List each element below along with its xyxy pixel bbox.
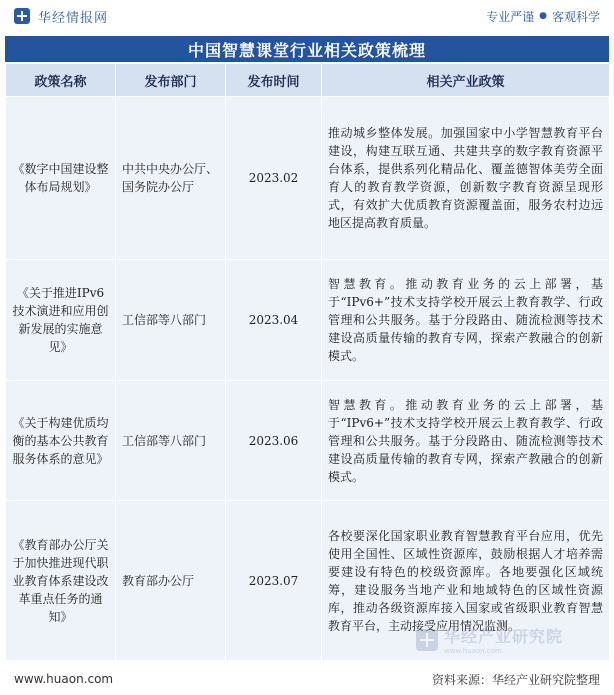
slogan-right: 客观科学: [551, 9, 600, 24]
slogan: [486, 8, 600, 25]
table-header-row: [6, 64, 610, 97]
column-header-policy-content: 相关产业政策: [322, 64, 610, 97]
department-cell: 工信部等八部门: [116, 381, 226, 501]
policy-name-cell: 《教育部办公厅关于加快推进现代职业教育体系建设改革重点任务的通知》: [6, 501, 116, 661]
brand-name: 华经情报网: [38, 10, 109, 26]
watermark-text: [444, 624, 563, 655]
date-cell: 2023.02: [226, 97, 322, 260]
column-header-policy-name: 政策名称: [6, 64, 116, 97]
department-cell: 教育部办公厅: [116, 501, 226, 661]
policy-name-cell: 《数字中国建设整体布局规划》: [6, 97, 116, 260]
policy-content-cell: 各校要深化国家职业教育智慧教育平台应用，优先使用全国性、区域性资源库，鼓励根据人才培养需要建设有特色的校级资源库。各地要强化区域统筹，建设服务当地产业和地域特色的区域性资源库，推动各级资源库接入国家或省级职业教育智慧教育平台，主动接受应用情况监测。: [322, 501, 610, 661]
slogan-left: 专业严谨: [486, 9, 535, 24]
watermark-url: www.huaon.com: [444, 647, 502, 655]
top-bar: [0, 0, 614, 32]
brand-logo-icon: [14, 8, 30, 24]
policy-content-cell: 推动城乡整体发展。加强国家中小学智慧教育平台建设，构建互联互通、共建共享的数字教育资源平台体系，提供系列化精品化、覆盖德智体美劳全面育人的教育教学资源，创新数字教育资源呈现形式，有效扩大优质教育资源覆盖面，服务农村边远地区提高教育质量。: [322, 97, 610, 260]
policy-content-cell: 智慧教育。推动教育业务的云上部署，基于“IPv6+”技术支持学校开展云上教育教学、行政管理和公共服务。基于分段路由、随流检测等技术建设高质量传输的教育专网，探索产教融合的创新模式。: [322, 381, 610, 501]
page-title: 中国智慧课堂行业相关政策梳理: [5, 36, 609, 62]
date-cell: 2023.04: [226, 260, 322, 381]
watermark: [416, 624, 563, 655]
footer-site-link[interactable]: www.huaon.com: [14, 672, 114, 686]
table-row: [6, 97, 610, 260]
watermark-logo-icon: [416, 629, 438, 651]
brand[interactable]: [14, 7, 108, 26]
policy-name-cell: 《关于推进IPv6技术演进和应用创新发展的实施意见》: [6, 260, 116, 381]
watermark-name: 华经产业研究院: [444, 627, 564, 646]
column-header-department: 发布部门: [116, 64, 226, 97]
policy-name-cell: 《关于构建优质均衡的基本公共教育服务体系的意见》: [6, 381, 116, 501]
table-row: [6, 260, 610, 381]
slogan-separator-icon: ●: [539, 11, 547, 21]
department-cell: 工信部等八部门: [116, 260, 226, 381]
department-cell: 中共中央办公厅、国务院办公厅: [116, 97, 226, 260]
footer-source: 资料来源：华经产业研究院整理: [431, 672, 600, 687]
policy-content-cell: 智慧教育。推动教育业务的云上部署，基于“IPv6+”技术支持学校开展云上教育教学、行政管理和公共服务。基于分段路由、随流检测等技术建设高质量传输的教育专网，探索产教融合的创新模式。: [322, 260, 610, 381]
date-cell: 2023.07: [226, 501, 322, 661]
footer: [0, 663, 614, 695]
column-header-date: 发布时间: [226, 64, 322, 97]
date-cell: 2023.06: [226, 381, 322, 501]
table-row: [6, 381, 610, 501]
policy-table: [5, 63, 610, 661]
